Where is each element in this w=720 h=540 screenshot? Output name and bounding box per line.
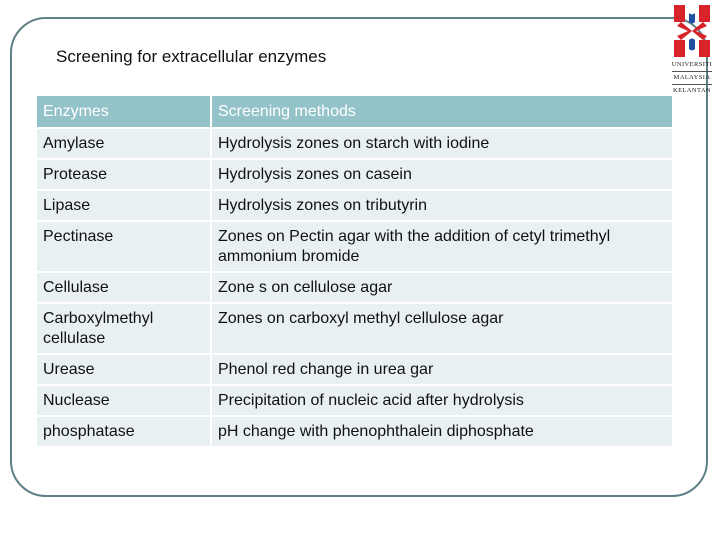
method-cell: Phenol red change in urea gar: [211, 354, 672, 385]
logo-mark-icon: [671, 4, 713, 58]
table-row: [37, 159, 672, 190]
method-cell: Hydrolysis zones on tributyrin: [211, 190, 672, 221]
enzyme-cell: Amylase: [37, 128, 211, 159]
table-row: [37, 354, 672, 385]
method-cell: Zones on carboxyl methyl cellulose agar: [211, 303, 672, 354]
enzyme-cell: phosphatase: [37, 416, 211, 447]
slide-title: Screening for extracellular enzymes: [56, 47, 327, 66]
enzyme-cell: Urease: [37, 354, 211, 385]
table-row: [37, 190, 672, 221]
enzyme-cell: Pectinase: [37, 221, 211, 272]
table-row: [37, 416, 672, 447]
table-row: [37, 385, 672, 416]
logo-divider: [672, 71, 712, 72]
enzyme-cell: Nuclease: [37, 385, 211, 416]
column-header-screening-methods: Screening methods: [211, 96, 672, 128]
enzyme-screening-table: [37, 96, 672, 448]
enzyme-cell: Carboxylmethyl cellulase: [37, 303, 211, 354]
method-cell: Zones on Pectin agar with the addition of cetyl trimethyl ammonium bromide: [211, 221, 672, 272]
table-row: [37, 128, 672, 159]
logo-text-line-2: MALAYSIA: [673, 74, 711, 81]
university-logo: [668, 4, 716, 96]
table-row: [37, 272, 672, 303]
table-row: [37, 303, 672, 354]
method-cell: Zone s on cellulose agar: [211, 272, 672, 303]
method-cell: pH change with phenophthalein diphosphate: [211, 416, 672, 447]
method-cell: Hydrolysis zones on starch with iodine: [211, 128, 672, 159]
enzyme-cell: Lipase: [37, 190, 211, 221]
logo-text-line-3: KELANTAN: [672, 87, 712, 94]
logo-divider: [672, 84, 712, 85]
method-cell: Hydrolysis zones on casein: [211, 159, 672, 190]
column-header-enzymes: Enzymes: [37, 96, 211, 128]
logo-text-line-1: UNIVERSITI: [671, 61, 713, 68]
method-cell: Precipitation of nucleic acid after hydrolysis: [211, 385, 672, 416]
enzyme-cell: Cellulase: [37, 272, 211, 303]
table-row: [37, 221, 672, 272]
enzyme-cell: Protease: [37, 159, 211, 190]
table-header-row: [37, 96, 672, 128]
